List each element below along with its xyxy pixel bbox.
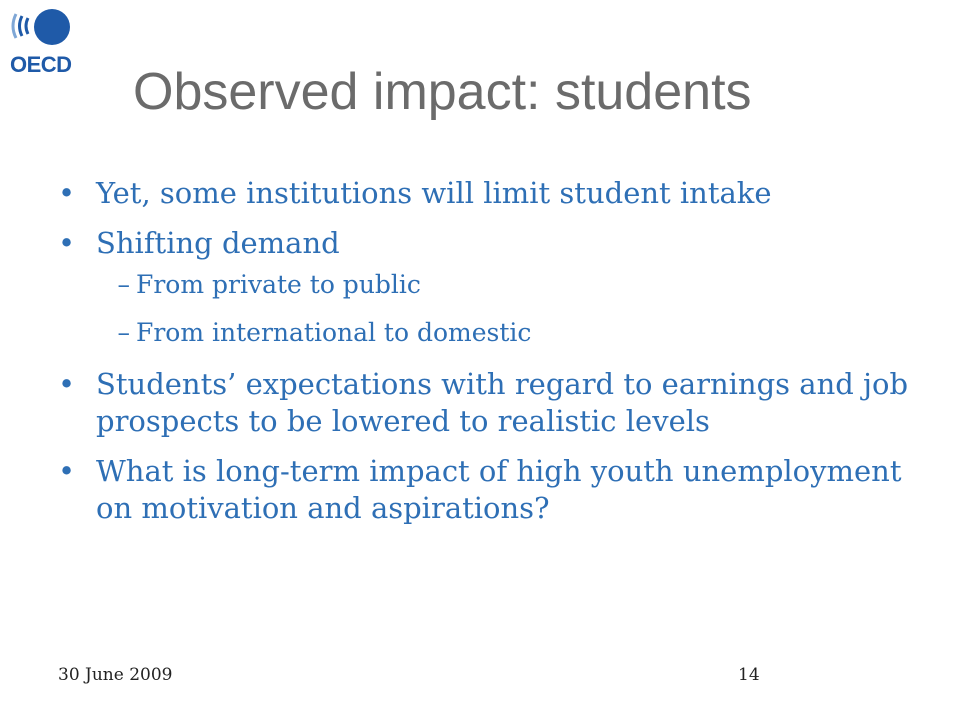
oecd-logo-icon bbox=[8, 8, 80, 78]
bullet-marker: • bbox=[58, 176, 76, 210]
sub-bullet-marker: – bbox=[117, 270, 130, 299]
bullet-text: Yet, some institutions will limit student intake bbox=[96, 176, 772, 210]
footer-date: 30 June 2009 bbox=[58, 665, 173, 685]
oecd-logo-text: OECD bbox=[10, 52, 72, 77]
sub-bullet-text: From international to domestic bbox=[136, 318, 532, 347]
sub-bullet-item bbox=[96, 270, 918, 300]
bullet-marker: • bbox=[58, 454, 76, 488]
sub-bullet-list bbox=[96, 270, 918, 348]
bullet-text: What is long-term impact of high youth unemployment on motivation and aspirations? bbox=[96, 454, 902, 525]
bullet-text: Students’ expectations with regard to earnings and job prospects to be lowered to realistic levels bbox=[96, 367, 909, 438]
page-number: 14 bbox=[738, 665, 760, 685]
sub-bullet-marker: – bbox=[117, 318, 130, 347]
bullet-text: Shifting demand bbox=[96, 226, 340, 260]
slide-title: Observed impact: students bbox=[133, 63, 752, 121]
bullet-item bbox=[58, 453, 918, 527]
bullet-marker: • bbox=[58, 367, 76, 401]
sub-bullet-text: From private to public bbox=[136, 270, 421, 299]
bullet-list bbox=[58, 175, 918, 540]
bullet-marker: • bbox=[58, 226, 76, 260]
bullet-item bbox=[58, 366, 918, 440]
bullet-item bbox=[58, 225, 918, 348]
oecd-logo bbox=[8, 8, 80, 78]
sub-bullet-item bbox=[96, 318, 918, 348]
bullet-item bbox=[58, 175, 918, 212]
